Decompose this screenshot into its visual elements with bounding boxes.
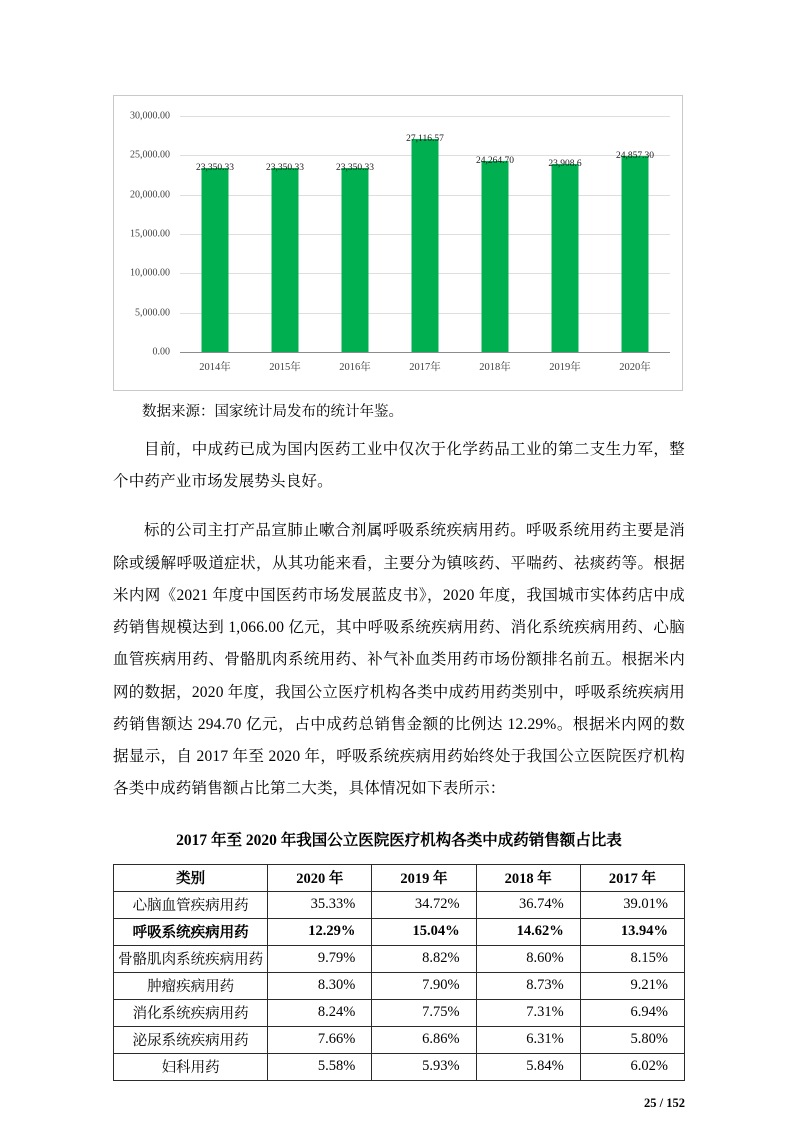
x-axis-tick-label: 2018年 bbox=[479, 362, 511, 373]
page-number: 25 / 152 bbox=[644, 1095, 685, 1110]
data-source-note: 数据来源：国家统计局发布的统计年鉴。 bbox=[142, 404, 403, 420]
bar-value-label: 27,116.57 bbox=[406, 133, 444, 144]
value-cell: 34.72% bbox=[372, 891, 476, 918]
header-cell: 2020 年 bbox=[268, 864, 372, 891]
table-row bbox=[114, 1053, 685, 1080]
bar-group bbox=[390, 116, 460, 373]
y-axis-tick-label: 20,000.00 bbox=[130, 189, 170, 201]
x-axis-tick-label: 2015年 bbox=[269, 362, 301, 373]
chart-y-axis bbox=[114, 110, 176, 358]
y-axis-tick-label: 5,000.00 bbox=[135, 307, 170, 319]
value-cell: 36.74% bbox=[476, 891, 580, 918]
y-axis-tick-label: 10,000.00 bbox=[130, 267, 170, 279]
value-cell: 8.82% bbox=[372, 945, 476, 972]
category-cell: 心脑血管疾病用药 bbox=[114, 891, 268, 918]
header-cell: 2017 年 bbox=[580, 864, 684, 891]
x-axis-tick-label: 2016年 bbox=[339, 362, 371, 373]
bar bbox=[552, 164, 579, 352]
bar-value-label: 23,350.33 bbox=[336, 163, 374, 174]
category-cell: 妇科用药 bbox=[114, 1053, 268, 1080]
value-cell: 7.31% bbox=[476, 999, 580, 1026]
table-row bbox=[114, 999, 685, 1026]
bar bbox=[342, 168, 369, 352]
chart-plot-area bbox=[180, 116, 670, 373]
ratio-table-header-row bbox=[114, 864, 685, 891]
bar-chart bbox=[113, 95, 683, 391]
bar bbox=[412, 139, 439, 352]
value-cell: 7.75% bbox=[372, 999, 476, 1026]
value-cell: 8.60% bbox=[476, 945, 580, 972]
category-cell: 消化系统疾病用药 bbox=[114, 999, 268, 1026]
x-axis-tick-label: 2014年 bbox=[199, 362, 231, 373]
bar-group bbox=[320, 116, 390, 373]
y-axis-tick-label: 25,000.00 bbox=[130, 149, 170, 161]
value-cell: 15.04% bbox=[372, 918, 476, 945]
value-cell: 6.86% bbox=[372, 1026, 476, 1053]
ratio-table bbox=[113, 864, 685, 1081]
bar bbox=[202, 168, 229, 352]
paragraph-industry-status: 目前，中成药已成为国内医药工业中仅次于化学药品工业的第二支生力军，整个中药产业市场发展势头良好。 bbox=[113, 441, 685, 491]
y-axis-tick-label: 30,000.00 bbox=[130, 110, 170, 122]
value-cell: 7.90% bbox=[372, 972, 476, 999]
ratio-table-body bbox=[114, 891, 685, 1080]
value-cell: 12.29% bbox=[268, 918, 372, 945]
x-axis-tick-label: 2017年 bbox=[409, 362, 441, 373]
value-cell: 8.24% bbox=[268, 999, 372, 1026]
bar-group bbox=[250, 116, 320, 373]
value-cell: 8.15% bbox=[580, 945, 684, 972]
bar-group bbox=[600, 116, 670, 373]
table-row bbox=[114, 972, 685, 999]
chart-bars bbox=[180, 116, 670, 373]
bar-group bbox=[530, 116, 600, 373]
y-axis-tick-label: 15,000.00 bbox=[130, 228, 170, 240]
x-axis-line bbox=[180, 352, 670, 353]
table-title: 2017 年至 2020 年我国公立医院医疗机构各类中成药销售额占比表 bbox=[176, 831, 622, 849]
bar-value-label: 23,350.33 bbox=[266, 163, 304, 174]
value-cell: 5.80% bbox=[580, 1026, 684, 1053]
value-cell: 13.94% bbox=[580, 918, 684, 945]
value-cell: 5.58% bbox=[268, 1053, 372, 1080]
header-cell: 类别 bbox=[114, 864, 268, 891]
header-cell: 2019 年 bbox=[372, 864, 476, 891]
value-cell: 8.73% bbox=[476, 972, 580, 999]
value-cell: 7.66% bbox=[268, 1026, 372, 1053]
value-cell: 39.01% bbox=[580, 891, 684, 918]
bar bbox=[622, 156, 649, 352]
value-cell: 14.62% bbox=[476, 918, 580, 945]
bar bbox=[272, 168, 299, 352]
category-cell: 呼吸系统疾病用药 bbox=[114, 918, 268, 945]
x-axis-tick-label: 2020年 bbox=[619, 362, 651, 373]
value-cell: 6.94% bbox=[580, 999, 684, 1026]
value-cell: 9.21% bbox=[580, 972, 684, 999]
table-row bbox=[114, 891, 685, 918]
category-cell: 骨骼肌肉系统疾病用药 bbox=[114, 945, 268, 972]
bar-value-label: 24,857.30 bbox=[616, 151, 654, 162]
table-row bbox=[114, 918, 685, 945]
y-axis-tick-label: 0.00 bbox=[152, 346, 170, 358]
value-cell: 35.33% bbox=[268, 891, 372, 918]
bar-value-label: 24,264.70 bbox=[476, 156, 514, 167]
category-cell: 肿瘤疾病用药 bbox=[114, 972, 268, 999]
value-cell: 8.30% bbox=[268, 972, 372, 999]
document-page bbox=[113, 0, 685, 1111]
x-axis-tick-label: 2019年 bbox=[549, 362, 581, 373]
value-cell: 5.84% bbox=[476, 1053, 580, 1080]
value-cell: 6.31% bbox=[476, 1026, 580, 1053]
value-cell: 9.79% bbox=[268, 945, 372, 972]
bar-group bbox=[180, 116, 250, 373]
paragraph-product-market: 标的公司主打产品宣肺止嗽合剂属呼吸系统疾病用药。呼吸系统用药主要是消除或缓解呼吸道症状，从其功能来看，主要分为镇咳药、平喘药、祛痰药等。根据米内网《2021 年度中国医药市场发展蓝皮书》，2020 年度，我国城市实体药店中成药销售规模达到 1,066.00 亿元，其中呼吸系统疾病用药、消化系统疾病用药、心脑血管疾病用药、骨骼肌肉系统用药、补气补血类用药市场份额排名前五。根据米内网的数据，2020 年度，我国公立医疗机构各类中成药用药类别中，呼吸系统疾病用药销售额达 294.70 亿元，占中成药总销售金额的比例达 12.29%。根据米内网的数据显示，自 2017 年至 2020 年，呼吸系统疾病用药始终处于我国公立医院医疗机构各类中成药销售额占比第二大类，具体情况如下表所示： bbox=[113, 522, 685, 798]
bar-value-label: 23,908.6 bbox=[548, 158, 582, 169]
value-cell: 5.93% bbox=[372, 1053, 476, 1080]
bar bbox=[482, 161, 509, 352]
value-cell: 6.02% bbox=[580, 1053, 684, 1080]
table-row bbox=[114, 945, 685, 972]
bar-group bbox=[460, 116, 530, 373]
bar-value-label: 23,350.33 bbox=[196, 163, 234, 174]
header-cell: 2018 年 bbox=[476, 864, 580, 891]
category-cell: 泌尿系统疾病用药 bbox=[114, 1026, 268, 1053]
table-row bbox=[114, 1026, 685, 1053]
